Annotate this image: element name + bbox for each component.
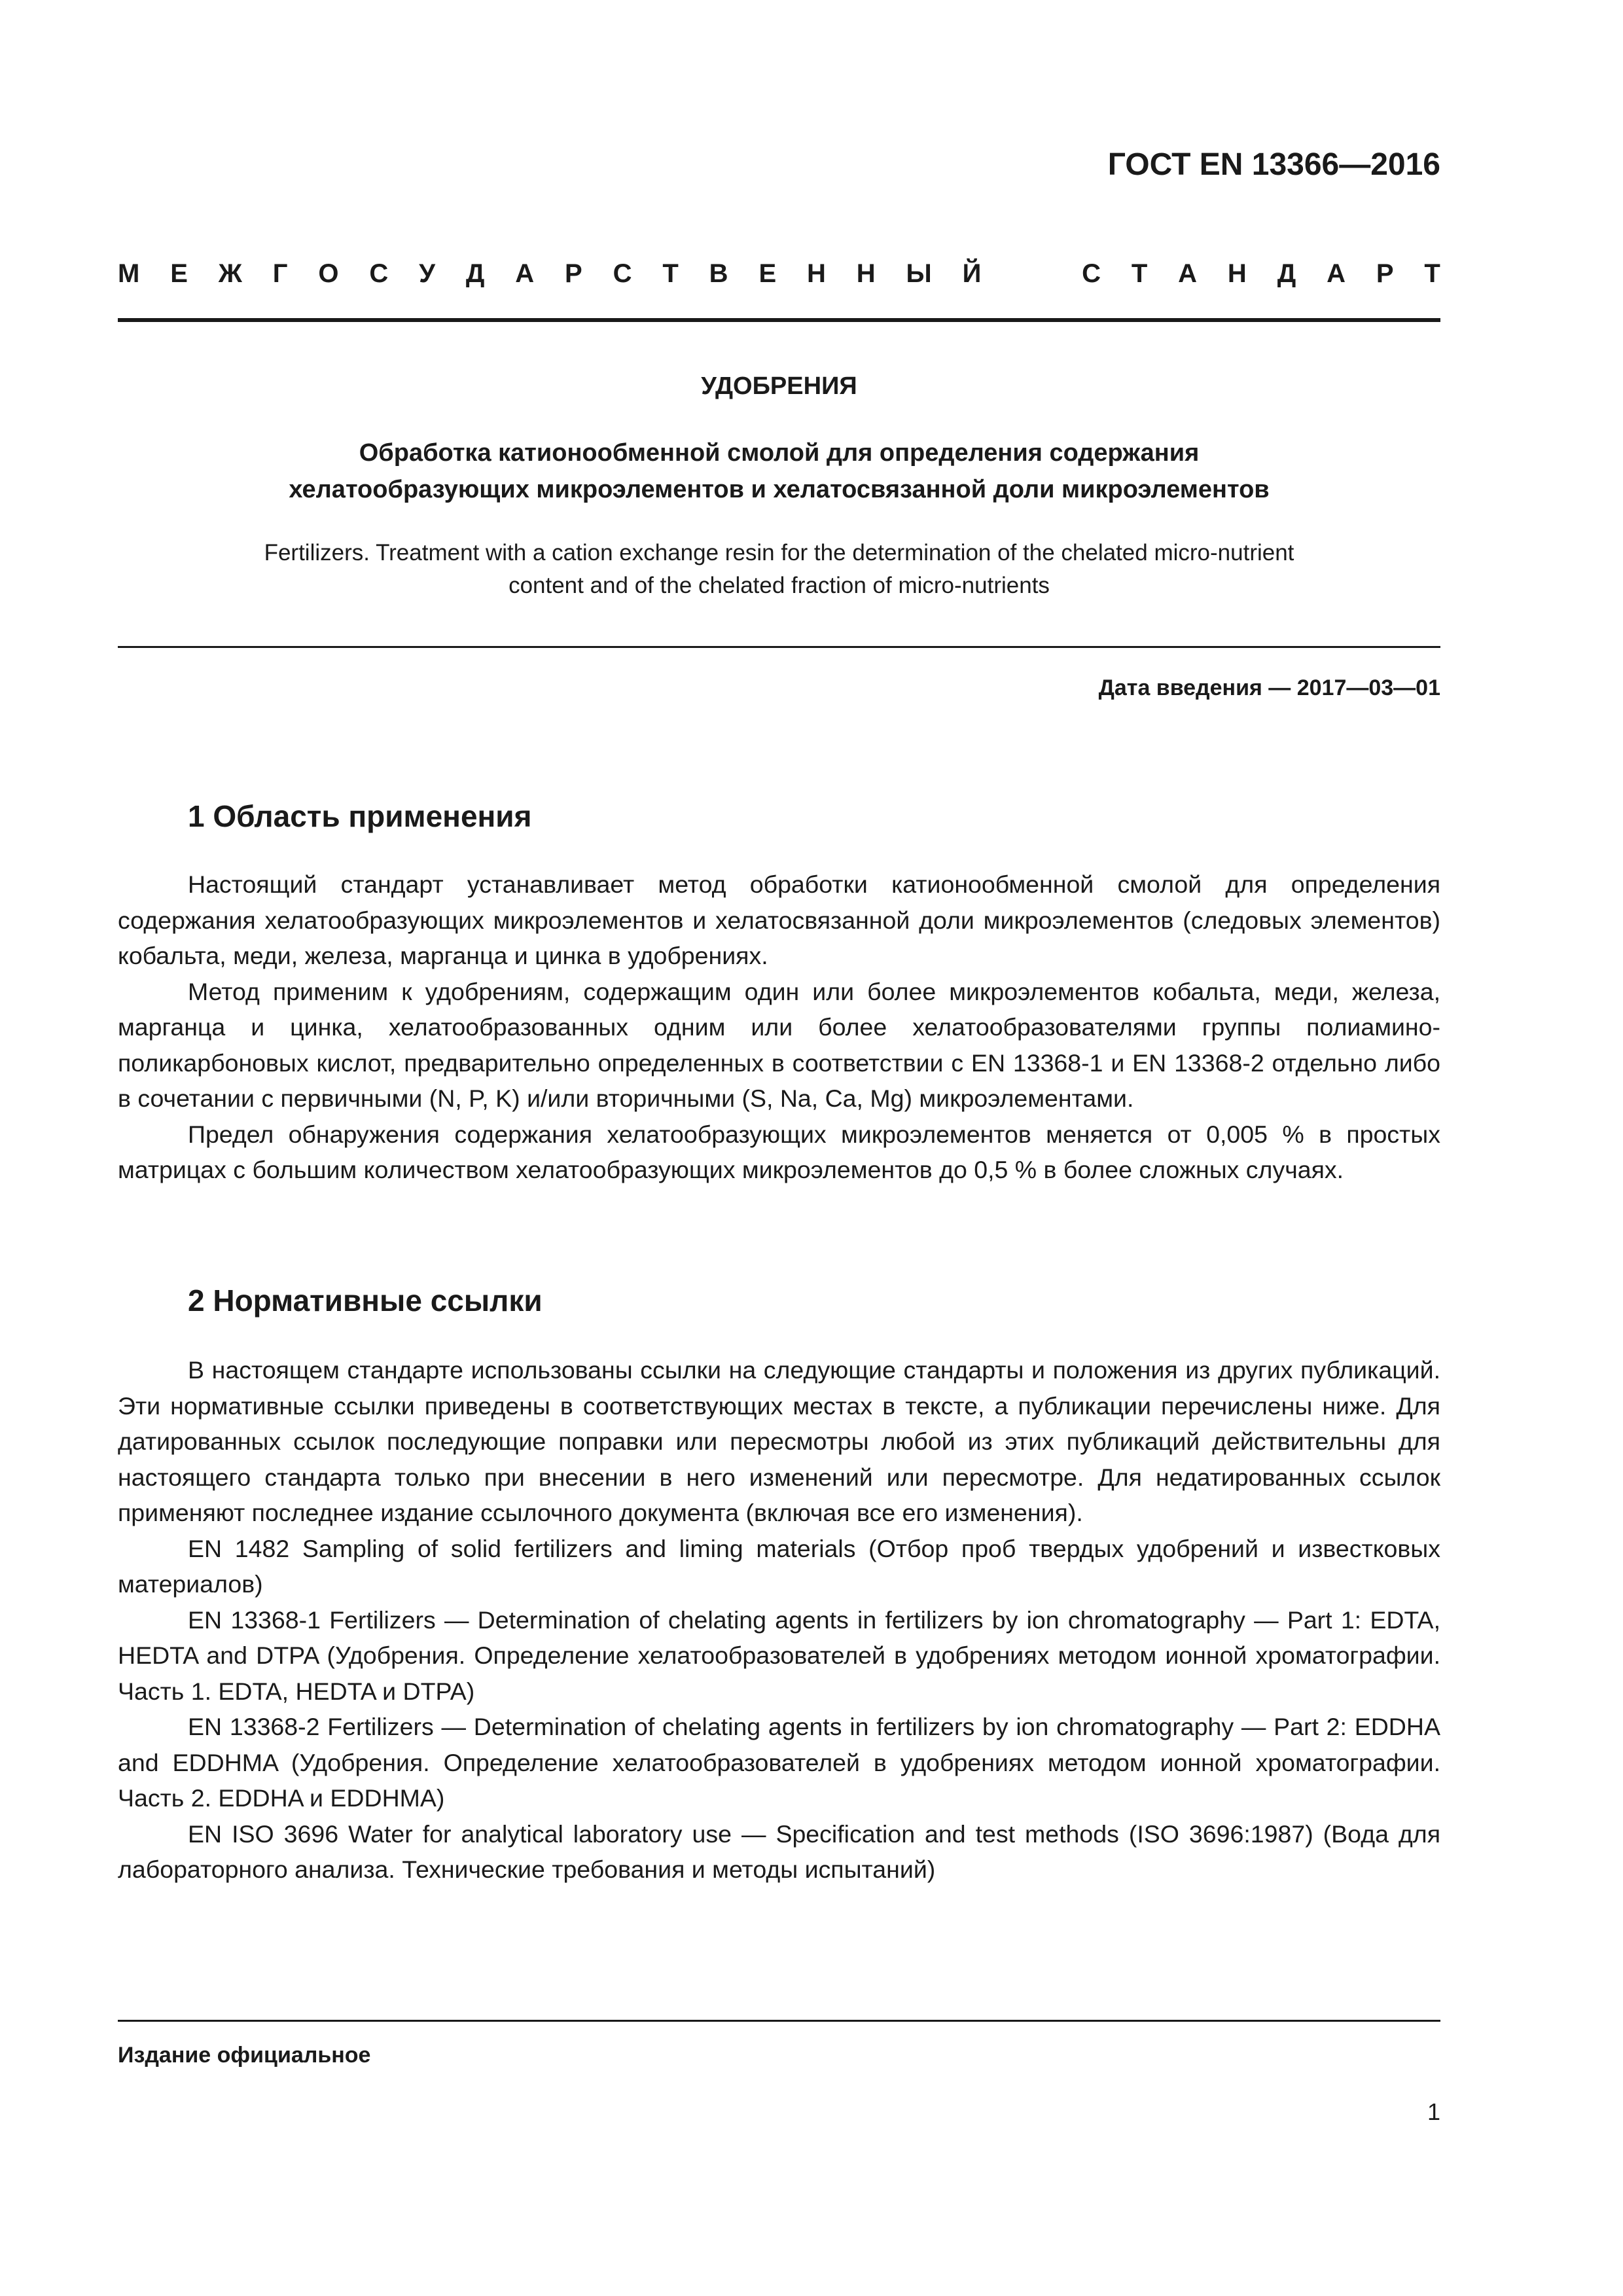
reference-item: EN 13368-1 Fertilizers — Determination of chelating agents in fertilizers by ion chromatography — Part 1: EDTA, HEDTA and DTPA (Удобрения. Определение хелатообразователей в удобрениях методом ионной хроматографии. Часть 1. EDTA, HEDTA и DTPA) bbox=[118, 1605, 1440, 1705]
banner-letter: А bbox=[1178, 259, 1198, 288]
banner-letter: Р bbox=[1376, 259, 1394, 288]
banner-letter: В bbox=[709, 259, 728, 288]
page-number: 1 bbox=[1427, 2098, 1440, 2125]
introduction-date: Дата введения — 2017—03—01 bbox=[1098, 675, 1440, 700]
banner-letter: У bbox=[419, 259, 436, 288]
banner-letter: Т bbox=[1424, 259, 1440, 288]
banner-letter: Г bbox=[272, 259, 288, 288]
subtitle-ru-line: хелатообразующих микроэлементов и хелатосвязанной доли микроэлементов bbox=[289, 476, 1270, 503]
reference-item: EN ISO 3696 Water for analytical laboratory use — Specification and test methods (ISO 3696:1987) (Вода для лабораторного анализа. Технические требования и методы испытаний) bbox=[118, 1820, 1440, 1883]
banner-letter: Е bbox=[170, 259, 188, 288]
paragraph: Метод применим к удобрениям, содержащим один или более микроэлементов кобальта, меди, железа, марганца и цинка, хелатообразованных одним или более хелатообразователями группы полиамино-поликарбоновых кислот, предварительно определенных в соответствии с EN 13368-1 и EN 13368-2 отдельно либо в сочетании с первичными (N, P, K) и/или вторичными (S, Na, Ca, Mg) микроэлементами. bbox=[118, 977, 1440, 1112]
section-2-body bbox=[118, 1352, 1440, 1888]
banner-letter: С bbox=[369, 259, 389, 288]
banner-letter: С bbox=[1082, 259, 1101, 288]
banner-letter: Н bbox=[807, 259, 826, 288]
banner-letter: А bbox=[1327, 259, 1346, 288]
banner-letter: Е bbox=[758, 259, 777, 288]
interstate-standard-banner bbox=[118, 257, 1440, 291]
document-title: УДОБРЕНИЯ bbox=[701, 372, 857, 400]
banner-word-gap bbox=[1012, 257, 1051, 291]
title-divider bbox=[118, 646, 1440, 648]
banner-letter: С bbox=[613, 259, 632, 288]
banner-letter: А bbox=[515, 259, 535, 288]
banner-letter: Т bbox=[662, 259, 679, 288]
banner-letter: Й bbox=[962, 259, 982, 288]
official-edition-label: Издание официальное bbox=[118, 2043, 371, 2068]
banner-letter: Ж bbox=[218, 259, 242, 288]
section-2-heading: 2 Нормативные ссылки bbox=[188, 1283, 543, 1318]
section-1-body bbox=[118, 867, 1440, 1188]
banner-letter: Д bbox=[465, 259, 485, 288]
standard-number: ГОСТ EN 13366—2016 bbox=[1107, 147, 1440, 182]
header-divider bbox=[118, 318, 1440, 322]
section-1-heading: 1 Область применения bbox=[188, 799, 532, 833]
reference-item: EN 1482 Sampling of solid fertilizers and liming materials (Отбор проб твердых удобрений и известковых материалов) bbox=[118, 1534, 1440, 1598]
banner-letter: Н bbox=[856, 259, 876, 288]
reference-item: EN 13368-2 Fertilizers — Determination of chelating agents in fertilizers by ion chromatography — Part 2: EDDHA and EDDHMA (Удобрения. Определение хелатообразователей в удобрениях методом ионной хроматографии. Часть 2. EDDHA и EDDHMA) bbox=[118, 1713, 1440, 1812]
banner-letter: Р bbox=[565, 259, 582, 288]
footer-divider bbox=[118, 2020, 1440, 2022]
document-page bbox=[118, 0, 1440, 2296]
banner-letter: Д bbox=[1277, 259, 1296, 288]
paragraph: В настоящем стандарте использованы ссылки на следующие стандарты и положения из других публикаций. Эти нормативные ссылки приведены в соответствующих местах в тексте, а публикации перечислены ниже. Для датированных ссылок последующие поправки или пересмотры любой из этих публикаций действительны для настоящего стандарта только при внесении в него изменений или пересмотре. Для недатированных ссылок применяют последнее издание ссылочного документа (включая все его изменения). bbox=[118, 1356, 1440, 1526]
banner-letter: М bbox=[118, 259, 140, 288]
document-subtitle-en bbox=[118, 537, 1440, 602]
banner-letter: Т bbox=[1131, 259, 1148, 288]
banner-letter: О bbox=[318, 259, 339, 288]
subtitle-ru-line: Обработка катионообменной смолой для определения содержания bbox=[359, 439, 1200, 467]
banner-letter: Н bbox=[1227, 259, 1247, 288]
banner-letter: Ы bbox=[906, 259, 932, 288]
document-subtitle-ru bbox=[118, 435, 1440, 508]
subtitle-en-line: content and of the chelated fraction of micro-nutrients bbox=[508, 573, 1050, 598]
paragraph: Настоящий стандарт устанавливает метод обработки катионообменной смолой для определения содержания хелатообразующих микроэлементов и хелатосвязанной доли микроэлементов (следовых элементов) кобальта, меди, железа, марганца и цинка в удобрениях. bbox=[118, 870, 1440, 969]
paragraph: Предел обнаружения содержания хелатообразующих микроэлементов меняется от 0,005 % в простых матрицах с большим количеством хелатообразующих микроэлементов до 0,5 % в более сложных случаях. bbox=[118, 1120, 1440, 1183]
subtitle-en-line: Fertilizers. Treatment with a cation exchange resin for the determination of the chelated micro-nutrient bbox=[264, 540, 1294, 565]
